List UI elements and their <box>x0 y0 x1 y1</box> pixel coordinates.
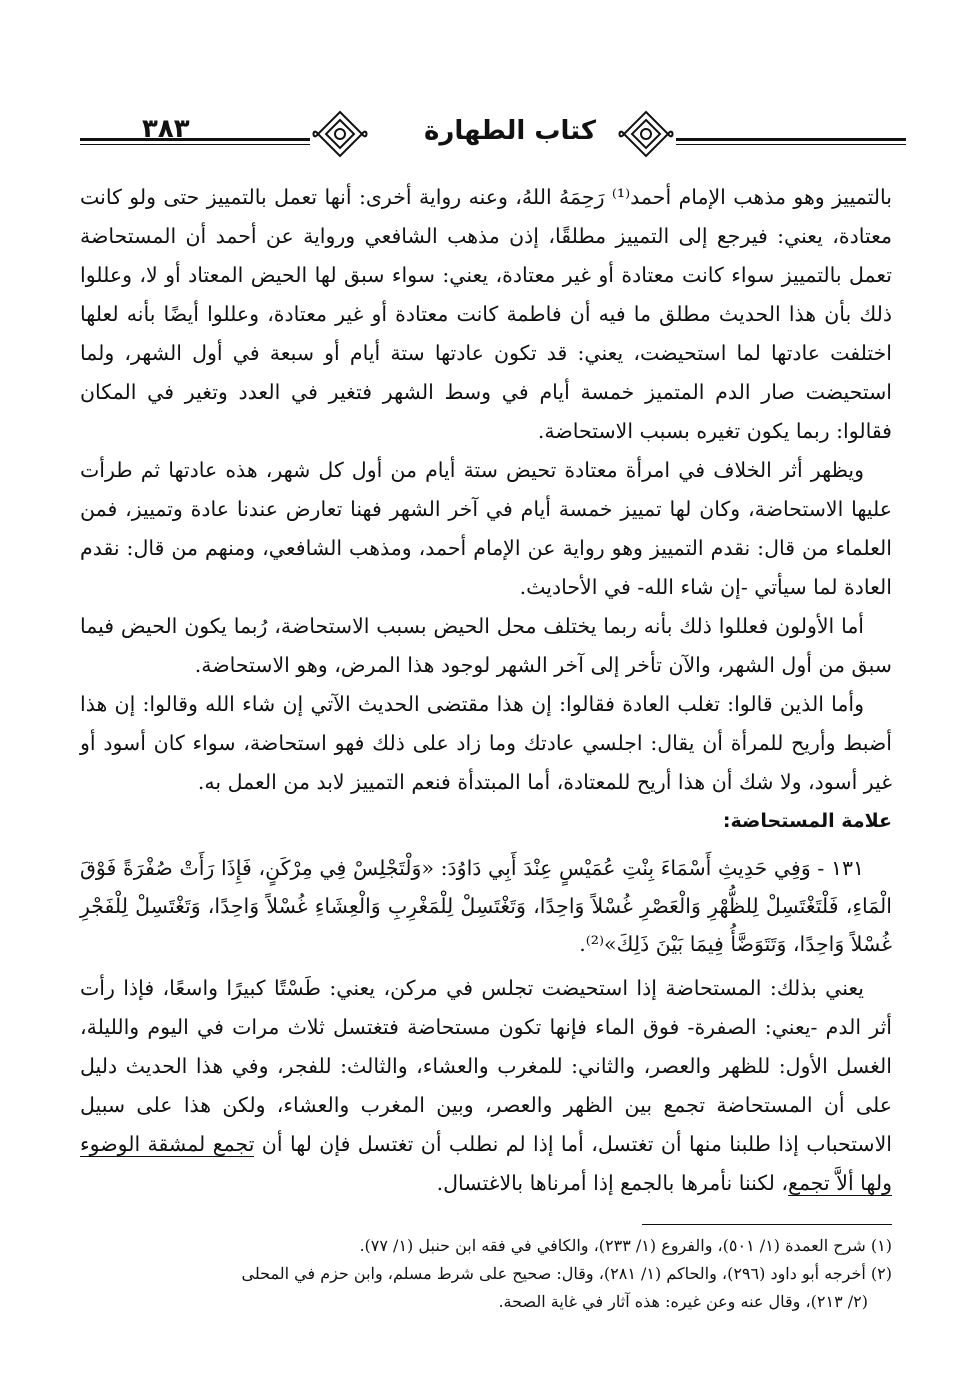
explanation-paragraph <box>80 969 892 1203</box>
page-header <box>80 108 906 168</box>
ornament-left-icon <box>312 108 368 160</box>
header-rule-left <box>80 138 310 141</box>
footnote-separator <box>642 1224 892 1225</box>
footnote-2-continuation: (٢/ ٢١٣)، وقال عنه وعن غيره: هذه آثار في غاية الصحة. <box>498 1292 868 1311</box>
header-rule-right-thin <box>676 144 906 145</box>
paragraph-1: بالتمييز وهو مذهب الإمام أحمد⁽¹⁾ رَحِمَهُ اللهُ، وعنه رواية أخرى: أنها تعمل بالتمييز حتى ولو كانت معتادة، يعني: فيرجع إلى التمييز مطلقًا، إذن مذهب الشافعي ورواية عن أحمد أن المستحاضة تعمل بالتمييز سواء كانت معتادة أو غير معتادة، يعني: سواء سبق لها الحيض المعتاد أو لا، وعللوا ذلك بأن هذا الحديث مطلق ما فيه أن فاطمة كانت معتادة أو غير معتادة، وعللوا أيضًا بأنه لعلها اختلفت عادتها لما استحيضت، يعني: قد تكون عادتها ستة أيام أو سبعة في أول الشهر، ولما استحيضت صار الدم المتميز خمسة أيام في وسط الشهر فتغير في العدد وتغير في المكان فقالوا: ربما يكون تغيره بسبب الاستحاضة. <box>80 185 892 443</box>
paragraph-2: ويظهر أثر الخلاف في امرأة معتادة تحيض ستة أيام من أول كل شهر، هذه عادتها ثم طرأت عليها الاستحاضة، وكان لها تمييز خمسة أيام في آخر الشهر فهنا تعارض عندنا عادة وتمييز، فمن العلماء من قال: نقدم التمييز وهو رواية عن الإمام أحمد، ومذهب الشافعي، ومنهم من قال: نقدم العادة لما سيأتي -إن شاء الله- في الأحاديث. <box>80 458 892 599</box>
footnotes <box>80 1232 892 1316</box>
paragraph-3: أما الأولون فعللوا ذلك بأنه ربما يختلف محل الحيض بسبب الاستحاضة، رُبما يكون الحيض فيما سبق من أول الشهر، والآن تأخر إلى آخر الشهر لوجود هذا المرض، وهو الاستحاضة. <box>80 614 892 677</box>
footnote-1: (١) شرح العمدة (١/ ٥٠١)، والفروع (١/ ٢٣٣)، والكافي في فقه ابن حنبل (١/ ٧٧). <box>359 1236 892 1255</box>
paragraph-4: وأما الذين قالوا: تغلب العادة فقالوا: إن هذا مقتضى الحديث الآتي إن شاء الله وقالوا: إن هذا أضبط وأريح للمرأة أن يقال: اجلسي عادتك وما زاد على ذلك فهو استحاضة، سواء كان أسود أو غير أسود، ولا شك أن هذا أريح للمعتادة، أما المبتدأة فنعم التمييز لابد من العمل به. <box>80 692 892 794</box>
hadith-text: ١٣١ - وَفِي حَدِيثِ أَسْمَاءَ بِنْتِ عُمَيْسٍ عِنْدَ أَبِي دَاوُدَ: «وَلْتَجْلِسْ فِي مِرْكَنٍ، فَإِذَا رَأَتْ صُفْرَةً فَوْقَ الْمَاءِ، فَلْتَغْتَسِلْ لِلظُّهْرِ وَالْعَصْرِ غُسْلاً وَاحِدًا، وَتَغْتَسِلْ لِلْمَغْرِبِ وَالْعِشَاءِ غُسْلاً وَاحِدًا، وَتَغْتَسِلْ لِلْفَجْرِ غُسْلاً وَاحِدًا، وَتَتَوَضَّأُ فِيمَا بَيْنَ ذَلِكَ»⁽²⁾. <box>80 856 892 956</box>
main-text <box>80 178 892 1203</box>
header-rule-left-thin <box>80 144 310 145</box>
chapter-title: كتاب الطهارة <box>424 116 596 146</box>
explanation-start: يعني بذلك: المستحاضة إذا استحيضت تجلس في مركن، يعني: طَسْتًا كبيرًا واسعًا، فإذا رأت أثر الدم -يعني: الصفرة- فوق الماء فإنها تكون مستحاضة فتغتسل ثلاث مرات في اليوم والليلة، الغسل الأول: للظهر والعصر، والثاني: للمغرب والعشاء، والثالث: للفجر، وفي هذا الحديث دليل على أن المستحاضة تجمع بين الظهر والعصر، وبين المغرب والعشاء، ولكن هذا على سبيل الاستحباب إذا طلبنا منها أن تغتسل، أما إذا لم نطلب أن تغتسل فإن لها أن <box>80 976 892 1156</box>
section-heading: علامة المستحاضة: <box>722 810 892 832</box>
page-number: ٣٨٣ <box>142 114 190 144</box>
header-rule-right <box>676 138 906 141</box>
footnote-2: (٢) أخرجه أبو داود (٢٩٦)، والحاكم (١/ ٢٨١)، وقال: صحيح على شرط مسلم، وابن حزم في المحلى <box>241 1264 892 1283</box>
explanation-end: ، لكننا نأمرها بالجمع إذا أمرناها بالاغتسال. <box>436 1171 789 1195</box>
ornament-right-icon <box>618 108 674 160</box>
explanation-underlined: تجمع لمشقة الوضوء ولها ألاَّ تجمع <box>80 1132 892 1195</box>
